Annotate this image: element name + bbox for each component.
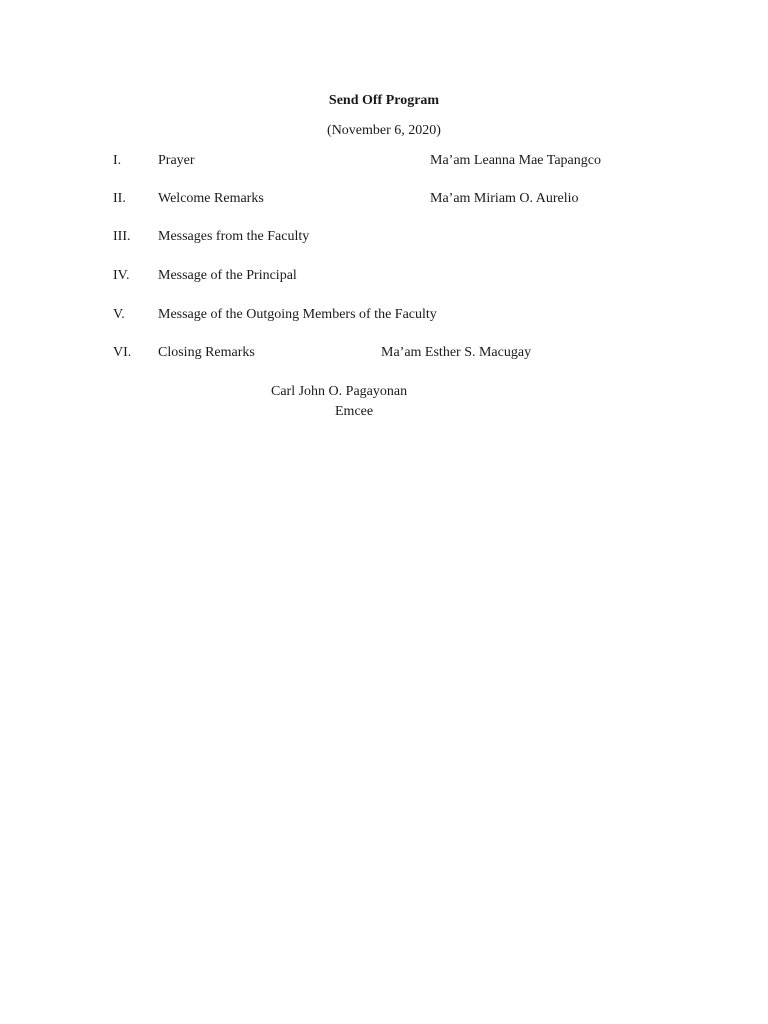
item-person: Ma’am Esther S. Macugay <box>381 345 532 360</box>
item-person: Ma’am Leanna Mae Tapangco <box>430 153 601 168</box>
program-item <box>0 153 768 173</box>
item-number: III. <box>113 229 131 244</box>
item-number: I. <box>113 153 122 168</box>
emcee-role: Emcee <box>335 404 374 419</box>
emcee-name: Carl John O. Pagayonan <box>271 384 408 399</box>
item-number: II. <box>113 191 126 206</box>
program-item <box>0 229 768 249</box>
program-date: (November 6, 2020) <box>327 123 441 138</box>
item-label: Message of the Principal <box>158 268 297 283</box>
item-person: Ma’am Miriam O. Aurelio <box>430 191 579 206</box>
item-label: Welcome Remarks <box>158 191 264 206</box>
item-number: V. <box>113 307 125 322</box>
item-label: Closing Remarks <box>158 345 255 360</box>
item-number: IV. <box>113 268 130 283</box>
program-item <box>0 191 768 211</box>
program-item <box>0 345 768 365</box>
program-item <box>0 268 768 288</box>
item-label: Message of the Outgoing Members of the Faculty <box>158 307 437 322</box>
program-item <box>0 307 768 327</box>
item-number: VI. <box>113 345 132 360</box>
item-label: Prayer <box>158 153 195 168</box>
program-title: Send Off Program <box>328 93 440 108</box>
item-label: Messages from the Faculty <box>158 229 310 244</box>
